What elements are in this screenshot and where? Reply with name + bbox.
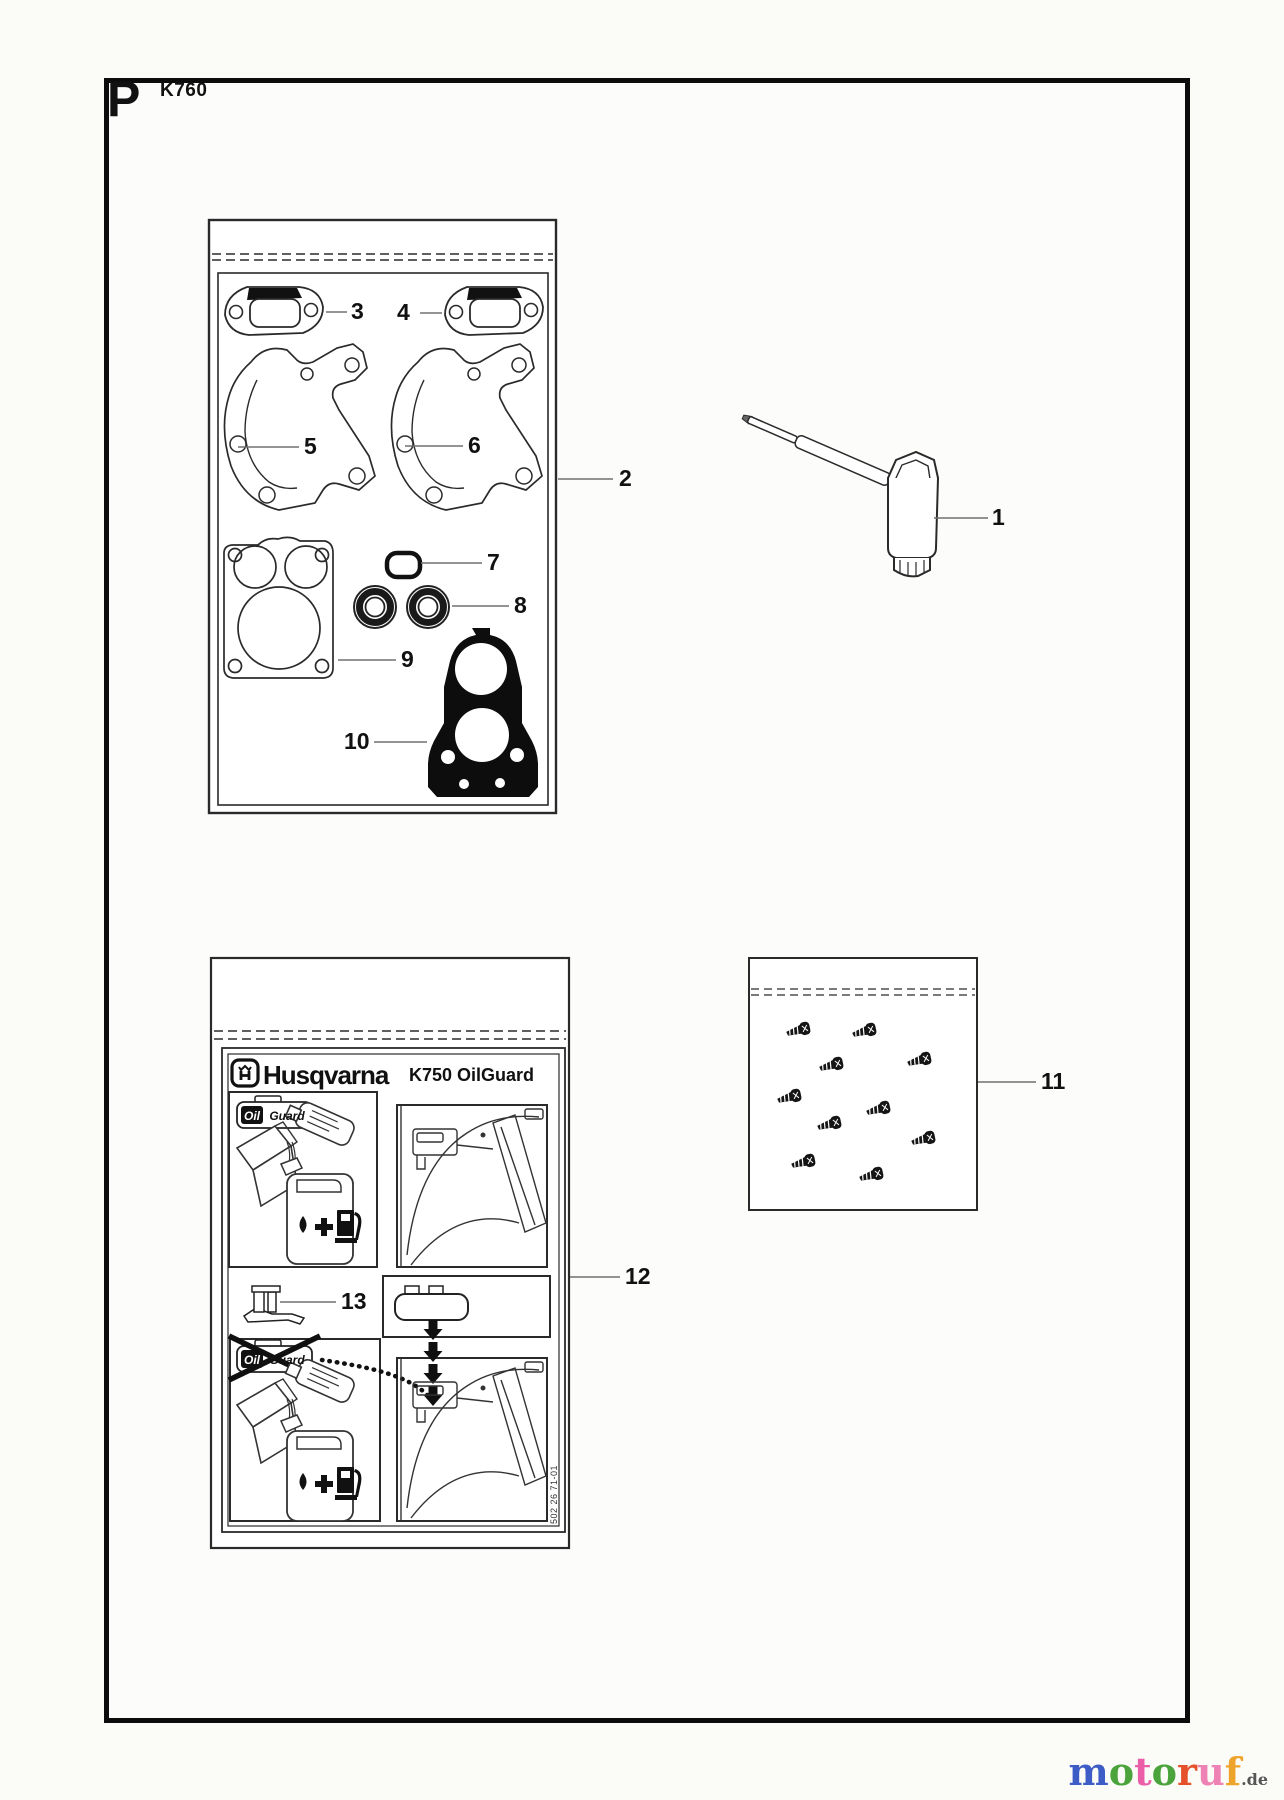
svg-text:Oil: Oil — [243, 1353, 261, 1367]
watermark-letter: f — [1224, 1749, 1242, 1794]
svg-text:Guard: Guard — [269, 1109, 305, 1123]
watermark-letter: o — [1108, 1749, 1135, 1794]
callout-10: 10 — [344, 728, 370, 754]
callout-1: 1 — [992, 504, 1005, 530]
section-letter: P — [107, 71, 141, 127]
watermark-letter: u — [1197, 1749, 1225, 1794]
muffler-gasket-part-4 — [445, 287, 543, 335]
callout-11: 11 — [1041, 1068, 1066, 1094]
callout-7: 7 — [487, 549, 500, 575]
callout-9: 9 — [401, 646, 414, 672]
callout-12: 12 — [625, 1263, 651, 1289]
watermark-letter: t — [1134, 1749, 1152, 1794]
muffler-gasket-part-3 — [225, 287, 323, 335]
watermark-letter: r — [1177, 1749, 1198, 1794]
watermark-logo — [1068, 1749, 1268, 1794]
sheet-title: K750 OilGuard — [409, 1065, 535, 1085]
svg-text:Guard: Guard — [269, 1353, 305, 1367]
watermark-letter: m — [1068, 1749, 1109, 1794]
husqvarna-crown-logo-icon — [230, 1058, 260, 1088]
watermark-suffix: .de — [1241, 1770, 1268, 1789]
callout-8: 8 — [514, 592, 527, 618]
spark-plug-wrench-part-1 — [740, 411, 938, 576]
callout-5: 5 — [304, 433, 317, 459]
svg-text:Oil: Oil — [243, 1109, 261, 1123]
callout-13: 13 — [341, 1288, 367, 1314]
callout-6: 6 — [468, 432, 481, 458]
callout-4: 4 — [397, 299, 410, 325]
screw-bag — [749, 958, 977, 1210]
inlet-gasket-part-7 — [387, 553, 420, 577]
model-label: K760 — [160, 80, 208, 101]
callout-3: 3 — [351, 298, 364, 324]
watermark-letter: o — [1151, 1749, 1178, 1794]
cylinder-gasket-part-9 — [224, 537, 333, 678]
brand-text: Husqvarna — [263, 1060, 389, 1090]
watermark-word — [1069, 1749, 1242, 1794]
callout-2: 2 — [619, 465, 632, 491]
sheet-part-code: 502 26 71-01 — [549, 1464, 559, 1524]
